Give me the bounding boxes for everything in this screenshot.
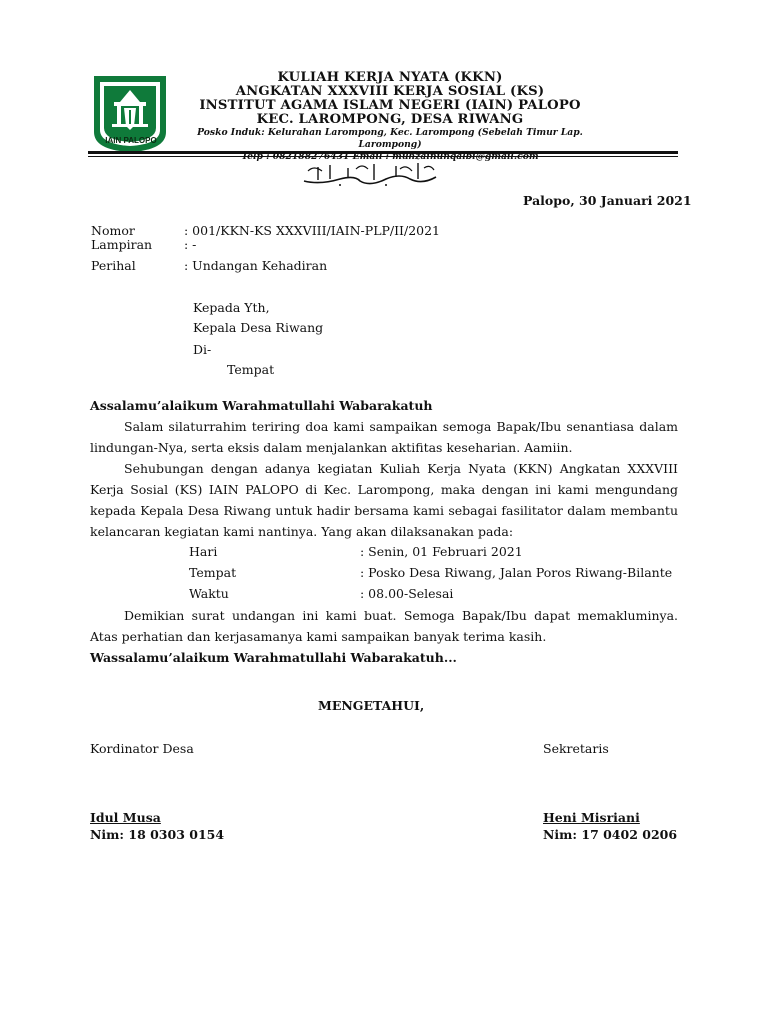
recipient-line-1: Kepada Yth,: [193, 300, 270, 315]
letterhead-rule-thick: [88, 151, 678, 154]
logo-caption: IAIN PALOPO: [105, 136, 157, 145]
opening-greeting: Assalamu’alaikum Warahmatullahi Wabarakatuh: [90, 398, 433, 413]
letterhead-contact: Telp : 082188276431 Email : muhzainunqalbi@gmail.com: [241, 151, 539, 162]
nomor-value: : 001/KKN-KS XXXVIII/IAIN-PLP/II/2021: [184, 223, 441, 238]
letterhead-line-4: KEC. LAROMPONG, DESA RIWANG: [256, 112, 524, 127]
paragraph-3: [90, 605, 678, 647]
signatory-left-role: Kordinator Desa: [90, 741, 194, 756]
letterhead-line-3: INSTITUT AGAMA ISLAM NEGERI (IAIN) PALOPO: [199, 98, 581, 113]
signatory-right-role: Sekretaris: [543, 741, 609, 756]
letterhead-rule-thin: [88, 156, 678, 157]
paragraph-2: [90, 458, 678, 542]
schedule-value-tempat: : Posko Desa Riwang, Jalan Poros Riwang-Bilante: [360, 565, 673, 580]
paragraph-3-text: Demikian surat undangan ini kami buat. Semoga Bapak/Ibu dapat memakluminya. Atas perhatian dan kerjasamanya kami sampaikan banyak terima kasih.: [90, 608, 678, 644]
schedule-label-waktu: Waktu: [189, 586, 229, 601]
letterhead-line-2: ANGKATAN XXXVIII KERJA SOSIAL (KS): [235, 84, 545, 99]
signatory-left-nim: Nim: 18 0303 0154: [90, 827, 225, 842]
mengetahui-heading: MENGETAHUI,: [318, 698, 425, 713]
nomor-label: Nomor: [91, 223, 135, 238]
paragraph-2-text: Sehubungan dengan adanya kegiatan Kuliah Kerja Nyata (KKN) Angkatan XXXVIII Kerja Sosial (KS) IAIN PALOPO di Kec. Larompong, maka dengan ini kami mengundang kepada Kepala Desa Riwang untuk hadir bersama kami sebagai fasilitator dalam membantu kelancaran kegiatan kami nantinya. Yang akan dilaksanakan pada:: [90, 461, 678, 539]
perihal-value: : Undangan Kehadiran: [184, 258, 328, 273]
paragraph-1: [90, 416, 678, 458]
schedule-label-tempat: Tempat: [189, 565, 237, 580]
schedule-value-waktu: : 08.00-Selesai: [360, 586, 454, 601]
letter-date: Palopo, 30 Januari 2021: [523, 193, 692, 208]
bismillah-calligraphy: [300, 159, 440, 189]
perihal-label: Perihal: [91, 258, 136, 273]
lampiran-label: Lampiran: [91, 237, 153, 252]
schedule-value-hari: : Senin, 01 Februari 2021: [360, 544, 523, 559]
schedule-label-hari: Hari: [189, 544, 218, 559]
letterhead-line-1: KULIAH KERJA NYATA (KKN): [277, 70, 503, 85]
letterhead-address: Posko Induk: Kelurahan Larompong, Kec. Larompong (Sebelah Timur Lap. Larompong): [197, 127, 583, 150]
letterhead: [170, 71, 610, 163]
lampiran-value: : -: [184, 237, 197, 252]
signatory-right-name: Heni Misriani: [543, 810, 640, 825]
closing-greeting: Wassalamu’alaikum Warahmatullahi Wabarakatuh...: [90, 650, 457, 665]
signatory-left-name: Idul Musa: [90, 810, 161, 825]
recipient-line-4: Tempat: [227, 362, 275, 377]
recipient-line-2: Kepala Desa Riwang: [193, 320, 324, 335]
signatory-right-nim: Nim: 17 0402 0206: [543, 827, 678, 842]
recipient-line-3: Di-: [193, 342, 212, 357]
paragraph-1-text: Salam silaturrahim teriring doa kami sampaikan semoga Bapak/Ibu senantiasa dalam lindungan-Nya, serta eksis dalam menjalankan aktifitas keseharian. Aamiin.: [90, 419, 678, 455]
